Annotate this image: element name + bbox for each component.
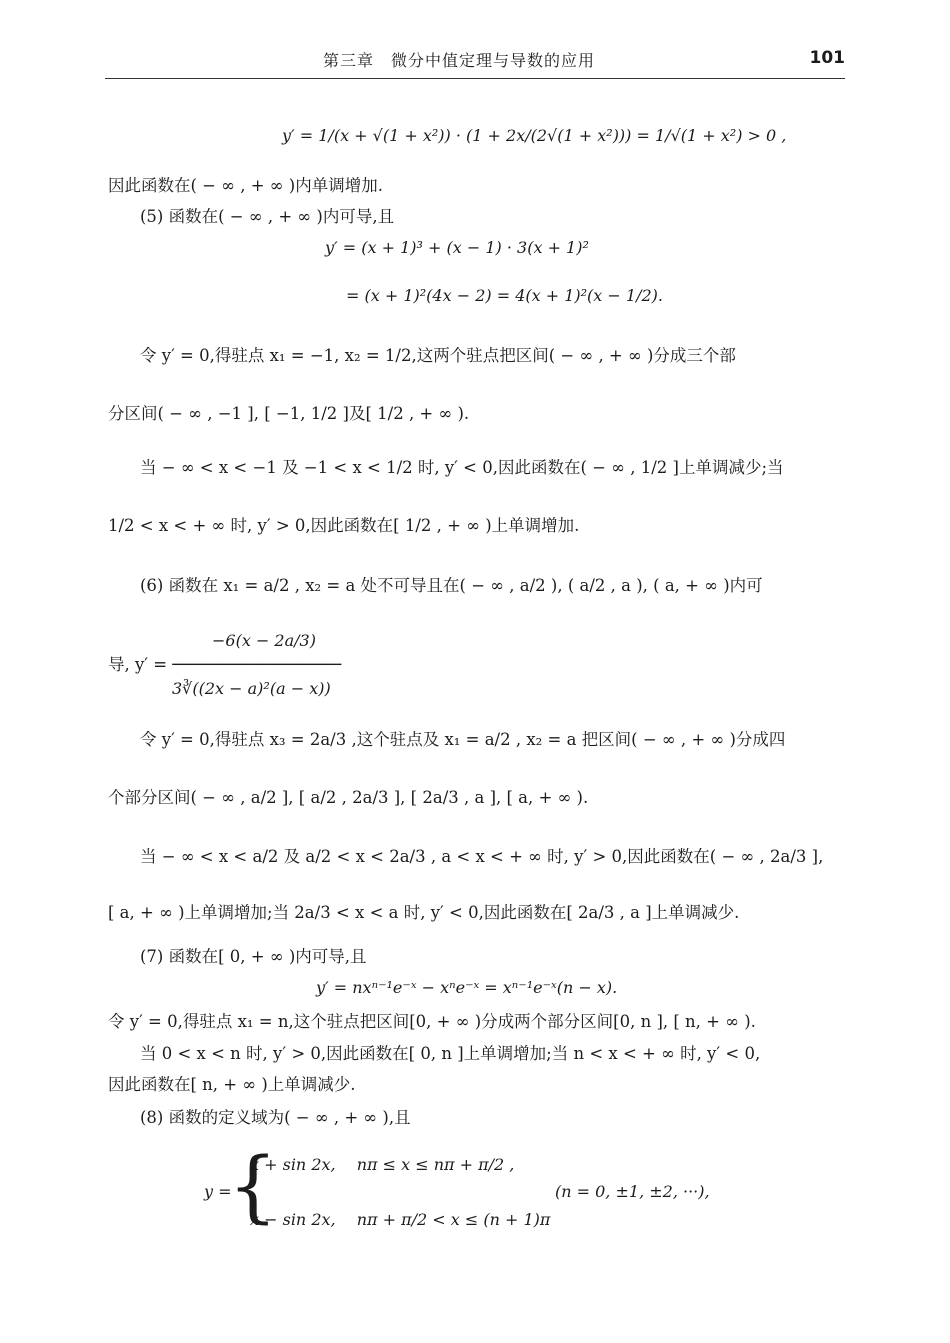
text-line: 当 − ∞ < x < −1 及 −1 < x < 1/2 时, y′ < 0,因此函数在( − ∞ , 1/2 ]上单调减少;当 — [140, 458, 784, 477]
formula-line: y′ = 1/(x + √(1 + x²)) · (1 + 2x/(2√(1 + x²))) = 1/√(1 + x²) > 0 , — [282, 126, 787, 145]
text-line: 当 0 < x < n 时, y′ > 0,因此函数在[ 0, n ]上单调增加;当 n < x < + ∞ 时, y′ < 0, — [140, 1044, 761, 1063]
header-rule — [105, 78, 845, 79]
text-line: 令 y′ = 0,得驻点 x₃ = 2a/3 ,这个驻点及 x₁ = a/2 , x₂ = a 把区间( − ∞ , + ∞ )分成四 — [140, 730, 786, 749]
formula-numerator: −6(x − 2a/3) — [212, 631, 316, 650]
text-line: 个部分区间( − ∞ , a/2 ], [ a/2 , 2a/3 ], [ 2a/3 , a ], [ a, + ∞ ). — [108, 788, 589, 807]
text-line: 1/2 < x < + ∞ 时, y′ > 0,因此函数在[ 1/2 , + ∞ )上单调增加. — [108, 516, 580, 535]
text-line: 因此函数在[ n, + ∞ )上单调减少. — [108, 1075, 356, 1094]
text-line: 令 y′ = 0,得驻点 x₁ = −1, x₂ = 1/2,这两个驻点把区间( − ∞ , + ∞ )分成三个部 — [140, 346, 736, 365]
chapter-title: 第三章 微分中值定理与导数的应用 — [323, 51, 596, 70]
piecewise-case-1: x + sin 2x, nπ ≤ x ≤ nπ + π/2 , — [250, 1155, 515, 1174]
text-line: 令 y′ = 0,得驻点 x₁ = n,这个驻点把区间[0, + ∞ )分成两个部分区间[0, n ], [ n, + ∞ ). — [108, 1012, 756, 1031]
page-number: 101 — [809, 48, 845, 68]
piecewise-lhs: y = — [204, 1182, 232, 1201]
text-line: 因此函数在( − ∞ , + ∞ )内单调增加. — [108, 176, 383, 195]
text-line: (5) 函数在( − ∞ , + ∞ )内可导,且 — [140, 207, 395, 226]
formula-line: y′ = (x + 1)³ + (x − 1) · 3(x + 1)² — [325, 238, 589, 257]
text-line: 分区间( − ∞ , −1 ], [ −1, 1/2 ]及[ 1/2 , + ∞ ). — [108, 404, 470, 423]
formula-denominator: 3∛((2x − a)²(a − x)) — [172, 679, 331, 698]
running-header — [105, 46, 845, 74]
text-line: (7) 函数在[ 0, + ∞ )内可导,且 — [140, 947, 367, 966]
text-line: 导, y′ = ───────────────── — [108, 655, 342, 674]
piecewise-condition: (n = 0, ±1, ±2, ···), — [555, 1182, 710, 1201]
formula-line: y′ = nxⁿ⁻¹e⁻ˣ − xⁿe⁻ˣ = xⁿ⁻¹e⁻ˣ(n − x). — [316, 978, 618, 997]
formula-line: = (x + 1)²(4x − 2) = 4(x + 1)²(x − 1/2). — [346, 286, 663, 305]
text-line: (6) 函数在 x₁ = a/2 , x₂ = a 处不可导且在( − ∞ , a/2 ), ( a/2 , a ), ( a, + ∞ )内可 — [140, 576, 763, 595]
text-line: 当 − ∞ < x < a/2 及 a/2 < x < 2a/3 , a < x < + ∞ 时, y′ > 0,因此函数在( − ∞ , 2a/3 ], — [140, 847, 824, 866]
piecewise-case-2: x − sin 2x, nπ + π/2 < x ≤ (n + 1)π — [250, 1210, 551, 1229]
text-line: (8) 函数的定义域为( − ∞ , + ∞ ),且 — [140, 1108, 411, 1127]
left-brace: { — [228, 1142, 278, 1232]
text-line: [ a, + ∞ )上单调增加;当 2a/3 < x < a 时, y′ < 0,因此函数在[ 2a/3 , a ]上单调减少. — [108, 903, 740, 922]
